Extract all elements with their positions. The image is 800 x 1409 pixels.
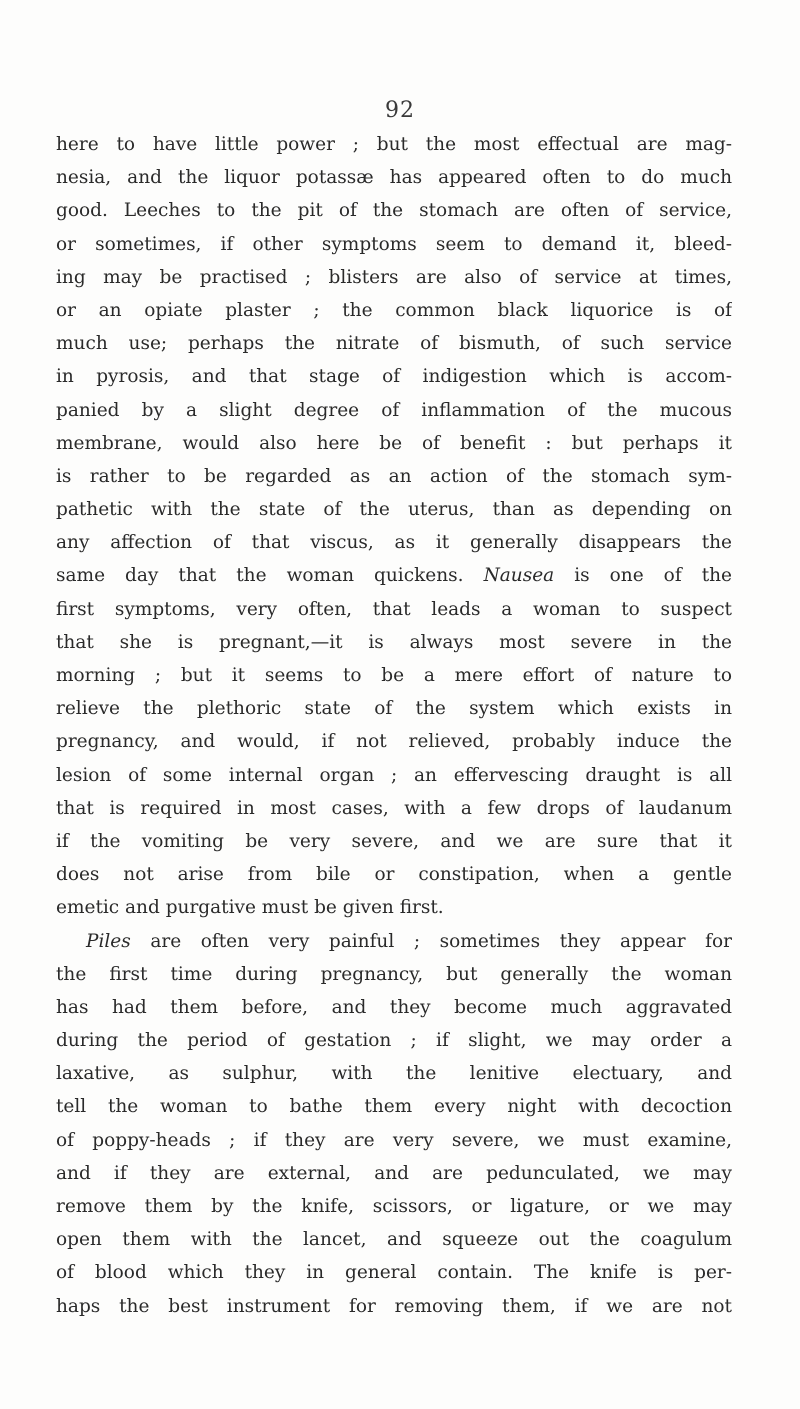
text-segment: much use; perhaps the nitrate of bismuth, of such service — [56, 333, 732, 355]
text-segment: has had them before, and they become much aggravated — [56, 996, 732, 1018]
text-segment: tell the woman to bathe them every night with decoction — [56, 1096, 732, 1118]
text-line — [56, 659, 732, 692]
text-segment: ing may be practised ; blisters are also of service at times, — [56, 266, 732, 288]
text-line — [56, 1190, 732, 1223]
text-segment: of blood which they in general contain. The knife is per- — [56, 1262, 732, 1284]
text-segment: that she is pregnant,—it is always most severe in the — [56, 631, 732, 653]
text-segment: does not arise from bile or constipation, when a gentle — [56, 864, 732, 886]
text-line — [56, 394, 732, 427]
text-line — [56, 692, 732, 725]
text-segment: good. Leeches to the pit of the stomach are often of service, — [56, 200, 732, 222]
text-segment: here to have little power ; but the most effectual are mag- — [56, 134, 732, 155]
text-line — [56, 327, 732, 360]
text-line — [56, 1256, 732, 1289]
text-segment: emetic and purgative must be given first. — [56, 897, 444, 919]
text-line — [56, 1024, 732, 1057]
text-line — [56, 228, 732, 261]
text-segment: lesion of some internal organ ; an effervescing draught is all — [56, 764, 732, 786]
text-segment: relieve the plethoric state of the system which exists in — [56, 698, 732, 720]
text-segment: the first time during pregnancy, but generally the woman — [56, 963, 732, 985]
text-line — [56, 991, 732, 1024]
text-line — [56, 825, 732, 858]
text-line — [56, 294, 732, 327]
text-segment: laxative, as sulphur, with the lenitive electuary, and — [56, 1063, 732, 1085]
page-number: 92 — [385, 98, 415, 123]
text-segment: same day that the woman quickens. — [56, 565, 484, 587]
text-segment: if the vomiting be very severe, and we are sure that it — [56, 830, 732, 852]
body-text — [56, 128, 732, 1323]
text-line — [56, 427, 732, 460]
text-line — [56, 858, 732, 891]
text-segment: during the period of gestation ; if slight, we may order a — [56, 1030, 732, 1052]
text-segment: or an opiate plaster ; the common black liquorice is of — [56, 299, 732, 321]
text-line — [56, 261, 732, 294]
text-line — [56, 194, 732, 227]
text-line — [56, 891, 732, 924]
text-segment: and if they are external, and are pedunculated, we may — [56, 1162, 732, 1184]
text-line — [56, 626, 732, 659]
text-segment: are often very painful ; sometimes they appear for — [130, 930, 732, 952]
text-segment: membrane, would also here be of benefit : but perhaps it — [56, 432, 732, 454]
text-line — [56, 759, 732, 792]
text-segment: first symptoms, very often, that leads a woman to suspect — [56, 598, 732, 620]
text-line — [56, 493, 732, 526]
text-line — [56, 360, 732, 393]
italic-term: Nausea — [483, 565, 555, 587]
text-line — [56, 1090, 732, 1123]
text-line — [56, 925, 732, 958]
text-segment: that is required in most cases, with a few drops of laudanum — [56, 797, 732, 819]
text-segment: nesia, and the liquor potassæ has appeared often to do much — [56, 167, 732, 189]
text-segment: panied by a slight degree of inflammation of the mucous — [56, 399, 732, 421]
text-line — [56, 559, 732, 592]
text-line — [56, 128, 732, 161]
text-line — [56, 1057, 732, 1090]
text-line — [56, 1290, 732, 1323]
text-segment: of poppy-heads ; if they are very severe, we must examine, — [56, 1129, 732, 1151]
text-segment: any affection of that viscus, as it generally disappears the — [56, 532, 732, 554]
text-line — [56, 460, 732, 493]
text-line — [56, 958, 732, 991]
text-segment: morning ; but it seems to be a mere effort of nature to — [56, 665, 732, 686]
text-segment: haps the best instrument for removing them, if we are not — [56, 1295, 732, 1317]
text-segment: pathetic with the state of the uterus, than as depending on — [56, 499, 732, 521]
text-line — [56, 526, 732, 559]
text-line — [56, 1124, 732, 1157]
text-segment: or sometimes, if other symptoms seem to demand it, bleed- — [56, 233, 732, 255]
text-line — [56, 792, 732, 825]
text-line — [56, 593, 732, 626]
text-line — [56, 1223, 732, 1256]
text-segment: open them with the lancet, and squeeze out the coagulum — [56, 1229, 732, 1251]
text-line — [56, 725, 732, 758]
text-line — [56, 1157, 732, 1190]
text-line — [56, 161, 732, 194]
text-segment: remove them by the knife, scissors, or ligature, or we may — [56, 1196, 732, 1217]
text-segment: is one of the — [554, 565, 732, 587]
text-segment: is rather to be regarded as an action of the stomach sym- — [56, 465, 732, 487]
italic-term: Piles — [86, 930, 131, 952]
text-segment: in pyrosis, and that stage of indigestion which is accom- — [56, 366, 732, 388]
text-segment: pregnancy, and would, if not relieved, probably induce the — [56, 731, 732, 753]
